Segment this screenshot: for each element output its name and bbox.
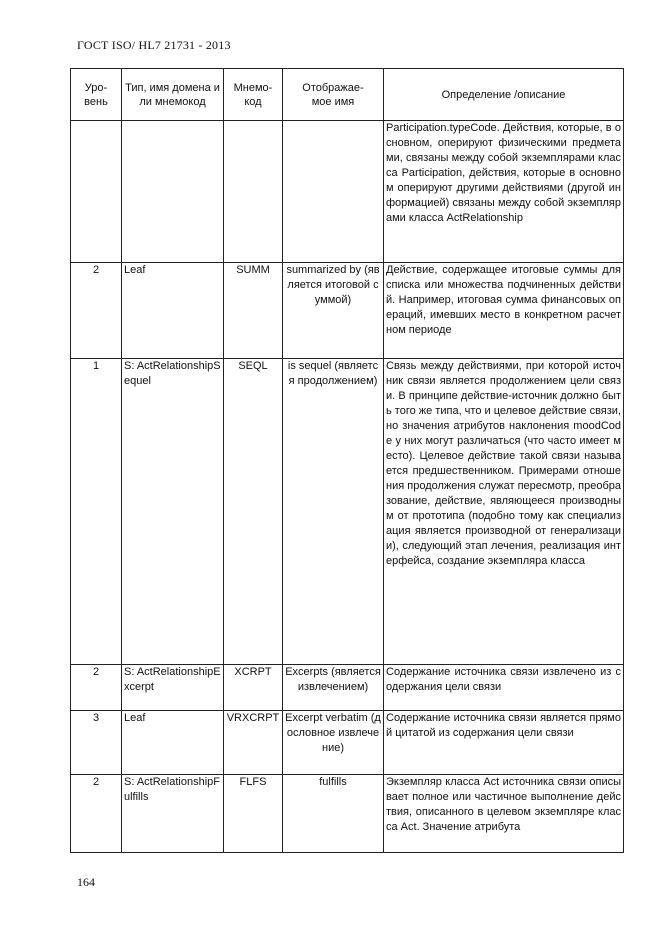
cell-mnemonic: VRXCRPT: [224, 711, 283, 775]
cell-display: is sequel (является продолжением): [283, 359, 384, 665]
cell-display: [283, 121, 384, 263]
document-header: ГОСТ ISO/ HL7 21731 - 2013: [77, 38, 231, 52]
cell-type: S: ActRelationshipSequel: [122, 359, 224, 665]
cell-mnemonic: [224, 121, 283, 263]
cell-description: Participation.typeCode. Действия, которые, в основном, оперируют физическими предметами, связаны между собой экземплярами класса Participation, действия, которые в основном оперируют другими действиями (другой информацией) связаны между собой экземплярами класса ActRelationship: [384, 121, 624, 263]
cell-display: fulfills: [283, 775, 384, 853]
table-row: [71, 665, 624, 711]
cell-level: 2: [71, 665, 122, 711]
cell-description: Экземпляр класса Act источника связи описывает полное или частичное выполнение действия, описанного в целевом экземпляре класса Act. Значение атрибута: [384, 775, 624, 853]
cell-mnemonic: FLFS: [224, 775, 283, 853]
cell-level: 2: [71, 263, 122, 359]
table-row: [71, 711, 624, 775]
cell-description: Действие, содержащее итоговые суммы для списка или множества подчиненных действий. Например, итоговая сумма финансовых операций, имевших место в конкретном расчетном периоде: [384, 263, 624, 359]
cell-level: 2: [71, 775, 122, 853]
col-header-level: Уро- вень: [71, 69, 122, 121]
cell-mnemonic: SEQL: [224, 359, 283, 665]
cell-level: 3: [71, 711, 122, 775]
cell-display: Excerpt verbatim (дословное извлечение): [283, 711, 384, 775]
table-row: [71, 359, 624, 665]
cell-type: S: ActRelationshipExcerpt: [122, 665, 224, 711]
table-row: [71, 263, 624, 359]
col-header-mnemonic: Мнемо- код: [224, 69, 283, 121]
cell-mnemonic: SUMM: [224, 263, 283, 359]
table-row: [71, 775, 624, 853]
col-header-type: Тип, имя домена или мнемокод: [122, 69, 224, 121]
cell-type: S: ActRelationshipFulfills: [122, 775, 224, 853]
cell-level: 1: [71, 359, 122, 665]
table-header-row: [71, 69, 624, 121]
cell-description: Содержание источника связи является прямой цитатой из содержания цели связи: [384, 711, 624, 775]
cell-mnemonic: XCRPT: [224, 665, 283, 711]
cell-display: summarized by (является итоговой суммой): [283, 263, 384, 359]
definitions-table: [70, 68, 624, 853]
cell-level: [71, 121, 122, 263]
col-header-description: Определение /описание: [384, 69, 624, 121]
page-number: 164: [77, 875, 95, 889]
cell-type: Leaf: [122, 263, 224, 359]
cell-type: [122, 121, 224, 263]
cell-description: Связь между действиями, при которой источник связи является продолжением цели связи. В принципе действие-источник должно быть того же типа, что и целевое действие связи, но значения атрибутов наклонения moodCode у них могут различаться (что часто имеет место). Целевое действие такой связи называется предшественником. Примерами отношения продолжения служат пересмотр, преобразование, действие, являющееся производным от прототипа (подобно тому как специализация является производной от генерализации), следующий этап лечения, реализация интерфейса, создание экземпляра класса: [384, 359, 624, 665]
table-row: [71, 121, 624, 263]
cell-type: Leaf: [122, 711, 224, 775]
cell-display: Excerpts (является извлечением): [283, 665, 384, 711]
cell-description: Содержание источника связи извлечено из содержания цели связи: [384, 665, 624, 711]
col-header-display: Отображае- мое имя: [283, 69, 384, 121]
